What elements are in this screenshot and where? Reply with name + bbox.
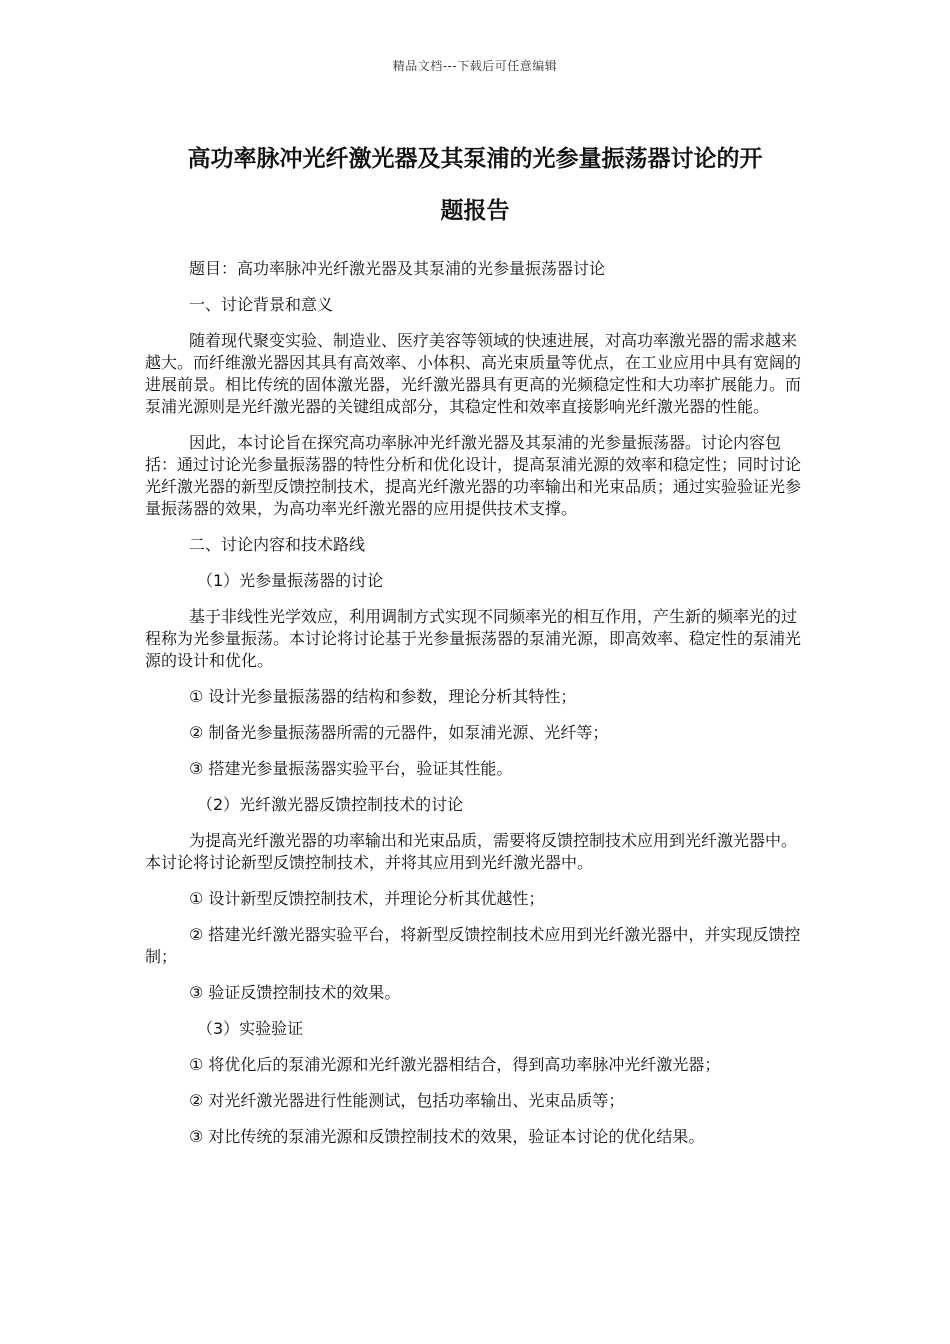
list-item-opo-1: ① 设计光参量振荡器的结构和参数，理论分析其特性；: [189, 687, 577, 706]
paragraph-opo: 基于非线性光学效应，利用调制方式实现不同频率光的相互作用，产生新的频率光的过程称为光参量振荡。本讨论将讨论基于光参量振荡器的泵浦光源，即高效率、稳定性的泵浦光源的设计和优化。: [145, 607, 802, 670]
title-line-1: 高功率脉冲光纤激光器及其泵浦的光参量振荡器讨论的开: [187, 146, 763, 172]
document-body: [145, 258, 805, 1162]
paragraph-background: 随着现代聚变实验、制造业、医疗美容等领域的快速进展，对高功率激光器的需求越来越大。而纤维激光器因其具有高效率、小体积、高光束质量等优点，在工业应用中具有宽阔的进展前景。相比传统的固体激光器，光纤激光器具有更高的光频稳定性和大功率扩展能力。而泵浦光源则是光纤激光器的关键组成部分，其稳定性和效率直接影响光纤激光器的性能。: [145, 331, 802, 416]
list-item-experiment-1: ① 将优化后的泵浦光源和光纤激光器相结合，得到高功率脉冲光纤激光器；: [189, 1055, 721, 1074]
subsection-heading-feedback: （2）光纤激光器反馈控制技术的讨论: [197, 795, 464, 814]
section-heading-content: 二、讨论内容和技术路线: [189, 535, 366, 554]
subsection-heading-opo: （1）光参量振荡器的讨论: [197, 571, 384, 590]
section-heading-background: 一、讨论背景和意义: [189, 295, 334, 314]
list-item-experiment-3: ③ 对比传统的泵浦光源和反馈控制技术的效果，验证本讨论的优化结果。: [189, 1127, 705, 1146]
list-item-feedback-2: ② 搭建光纤激光器实验平台，将新型反馈控制技术应用到光纤激光器中，并实现反馈控制；: [145, 925, 801, 966]
list-item-feedback-1: ① 设计新型反馈控制技术，并理论分析其优越性；: [189, 889, 545, 908]
paragraph-objective: 因此，本讨论旨在探究高功率脉冲光纤激光器及其泵浦的光参量振荡器。讨论内容包括：通过讨论光参量振荡器的特性分析和优化设计，提高泵浦光源的效率和稳定性；同时讨论光纤激光器的新型反馈控制技术，提高光纤激光器的功率输出和光束品质；通过实验验证光参量振荡器的效果，为高功率光纤激光器的应用提供技术支撑。: [145, 433, 802, 518]
list-item-opo-2: ② 制备光参量振荡器所需的元器件，如泵浦光源、光纤等；: [189, 723, 609, 742]
list-item-feedback-3: ③ 验证反馈控制技术的效果。: [189, 983, 401, 1002]
list-item-opo-3: ③ 搭建光参量振荡器实验平台，验证其性能。: [189, 759, 513, 778]
title-line-2: 题报告: [440, 198, 510, 224]
subsection-heading-experiment: （3）实验验证: [197, 1019, 304, 1038]
list-item-experiment-2: ② 对光纤激光器进行性能测试，包括功率输出、光束品质等；: [189, 1091, 625, 1110]
page-header: 精品文档---下载后可任意编辑: [392, 59, 558, 73]
topic-line: 题目：高功率脉冲光纤激光器及其泵浦的光参量振荡器讨论: [189, 259, 606, 278]
document-title: [150, 133, 800, 237]
paragraph-feedback: 为提高光纤激光器的功率输出和光束品质，需要将反馈控制技术应用到光纤激光器中。本讨论将讨论新型反馈控制技术，并将其应用到光纤激光器中。: [145, 831, 798, 872]
